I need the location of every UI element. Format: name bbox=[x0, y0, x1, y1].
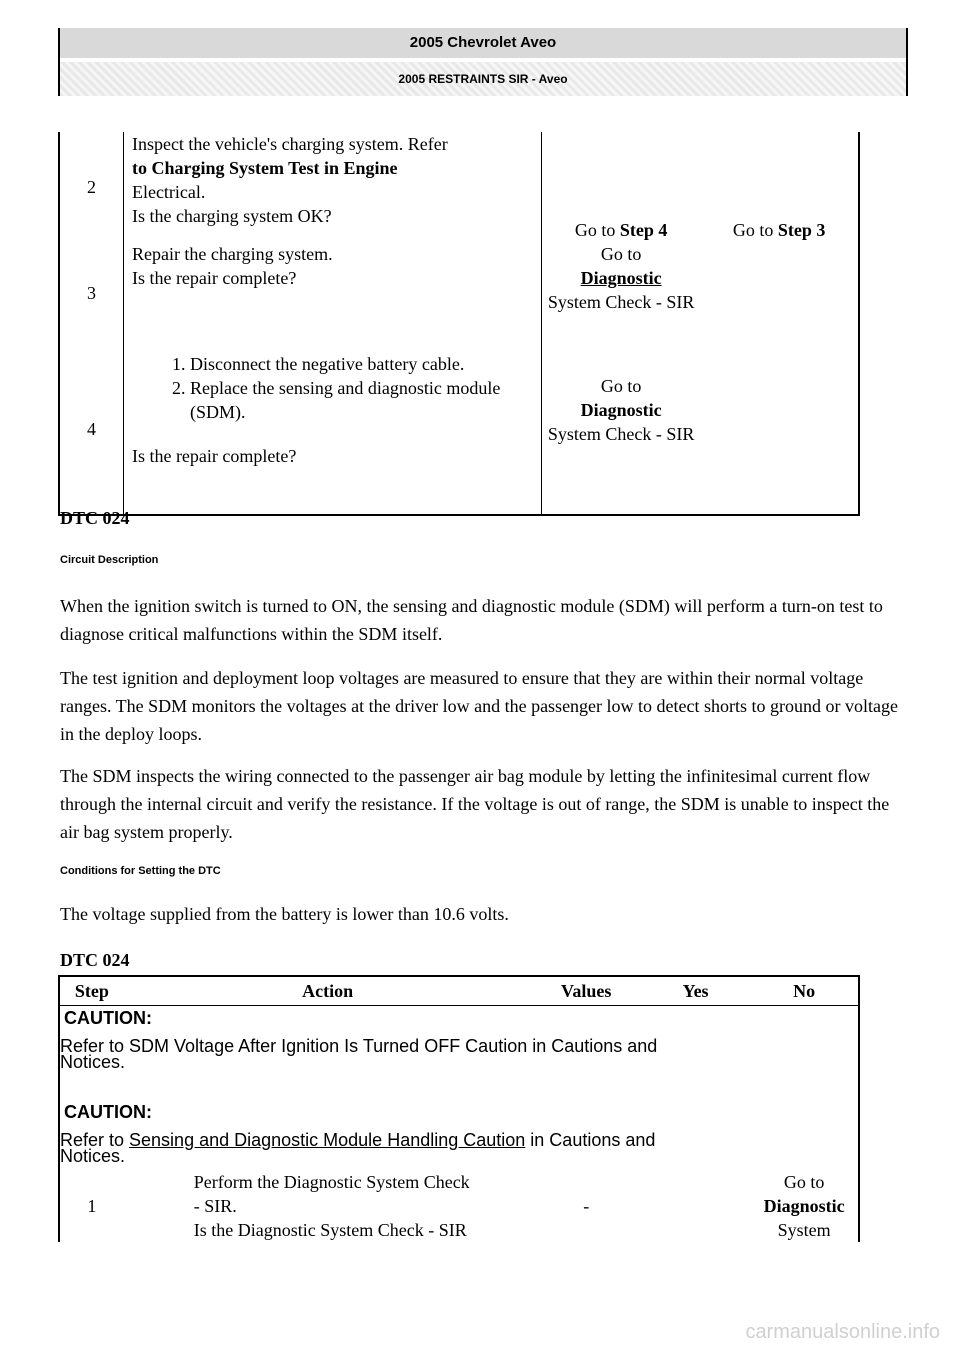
step-values: - bbox=[583, 1196, 590, 1216]
step-action bbox=[124, 1170, 532, 1242]
caution-text bbox=[60, 1132, 680, 1164]
step-yes bbox=[541, 344, 700, 515]
diagnostic-system-link[interactable]: Diagnostic bbox=[763, 1196, 845, 1216]
action-text: Electrical. bbox=[131, 182, 206, 202]
diagnostic-table-continued bbox=[58, 132, 860, 516]
step-number: 4 bbox=[59, 344, 123, 515]
yes-prefix: Go to bbox=[574, 220, 620, 240]
action-text: - SIR. bbox=[193, 1196, 237, 1216]
list-item: 2. Replace the sensing and diagnostic module (SDM). bbox=[190, 376, 537, 424]
step-action bbox=[123, 344, 541, 515]
caution-text-part: Refer to SDM Voltage After Ignition Is Turned OFF Caution in Cautions and Notices. bbox=[60, 1036, 658, 1072]
step-no bbox=[700, 344, 859, 515]
column-header: Values bbox=[531, 976, 640, 1006]
circuit-description-heading: Circuit Description bbox=[60, 554, 159, 566]
step-yes bbox=[541, 242, 700, 344]
goto-text: System Check - SIR bbox=[547, 292, 695, 312]
header-title: 2005 Chevrolet Aveo bbox=[60, 28, 906, 58]
step-4-link[interactable]: Step 4 bbox=[619, 220, 668, 240]
charging-system-test-link[interactable]: to Charging System Test in Engine bbox=[131, 158, 398, 178]
column-header: Step bbox=[59, 976, 124, 1006]
dtc-table-title: DTC 024 bbox=[60, 950, 130, 970]
step-yes bbox=[641, 1170, 750, 1242]
list-item: 1. Disconnect the negative battery cable. bbox=[190, 352, 537, 376]
step-yes bbox=[541, 132, 700, 242]
column-header: No bbox=[750, 976, 859, 1006]
table-row bbox=[59, 1170, 859, 1242]
caution-heading: CAUTION: bbox=[64, 1102, 152, 1122]
goto-text: Go to bbox=[600, 376, 642, 396]
paragraph: The SDM inspects the wiring connected to the passenger air bag module by letting the infinitesimal current flow through the internal circuit and verify the resistance. If the voltage is out of range, the SDM is unable to inspect the air bag system properly. bbox=[60, 766, 890, 842]
diagnostic-system-check-link[interactable]: Diagnostic bbox=[580, 268, 662, 288]
step-3-link[interactable]: Step 3 bbox=[777, 220, 826, 240]
step-question: Is the repair complete? bbox=[131, 446, 297, 466]
goto-text: System bbox=[777, 1220, 831, 1240]
step-number: 2 bbox=[59, 132, 123, 242]
step-action bbox=[123, 132, 541, 242]
no-prefix: Go to bbox=[732, 220, 778, 240]
step-no bbox=[700, 132, 859, 242]
step-question: Is the repair complete? bbox=[131, 268, 297, 288]
header-subtitle: 2005 RESTRAINTS SIR - Aveo bbox=[60, 62, 906, 96]
diagnostic-system-check-link[interactable]: Diagnostic bbox=[580, 400, 662, 420]
column-header: Action bbox=[124, 976, 532, 1006]
goto-text: System Check - SIR bbox=[547, 424, 695, 444]
step-number: 3 bbox=[59, 242, 123, 344]
table-row bbox=[59, 242, 859, 344]
action-text: Repair the charging system. bbox=[131, 244, 333, 264]
sdm-handling-caution-link[interactable]: Sensing and Diagnostic Module Handling Caution bbox=[129, 1130, 526, 1150]
step-question: Is the Diagnostic System Check - SIR bbox=[193, 1220, 467, 1240]
caution-text-part: Refer to bbox=[60, 1130, 130, 1150]
step-number: 1 bbox=[87, 1196, 97, 1216]
dtc-title: DTC 024 bbox=[60, 508, 130, 528]
action-text: Perform the Diagnostic System Check bbox=[193, 1172, 470, 1192]
action-text: Inspect the vehicle's charging system. Refer bbox=[131, 134, 448, 154]
step-action bbox=[123, 242, 541, 344]
conditions-heading: Conditions for Setting the DTC bbox=[60, 865, 221, 877]
caution-block bbox=[59, 1006, 859, 1171]
goto-text: Go to bbox=[783, 1172, 825, 1192]
caution-heading: CAUTION: bbox=[64, 1008, 152, 1028]
table-row bbox=[59, 132, 859, 242]
table-header-row bbox=[59, 976, 859, 1006]
caution-text bbox=[60, 1038, 680, 1070]
caution-text-part: in Cautions and Notices. bbox=[60, 1130, 656, 1166]
page-header bbox=[58, 28, 908, 96]
goto-text: Go to bbox=[600, 244, 642, 264]
column-header: Yes bbox=[641, 976, 750, 1006]
step-no bbox=[700, 242, 859, 344]
paragraph: The test ignition and deployment loop voltages are measured to ensure that they are within their normal voltage ranges. The SDM monitors the voltages at the driver low and the passenger low to detect shorts to ground or voltage in the deploy loops. bbox=[60, 668, 898, 744]
conditions-text: The voltage supplied from the battery is lower than 10.6 volts. bbox=[60, 904, 509, 924]
paragraph: When the ignition switch is turned to ON, the sensing and diagnostic module (SDM) will perform a turn-on test to diagnose critical malfunctions within the SDM itself. bbox=[60, 596, 883, 644]
table-row bbox=[59, 344, 859, 515]
diagnostic-table bbox=[58, 975, 860, 1242]
step-question: Is the charging system OK? bbox=[131, 206, 332, 226]
caution-row bbox=[59, 1006, 859, 1171]
step-no bbox=[750, 1170, 859, 1242]
watermark: carmanualsonline.info bbox=[745, 1321, 940, 1343]
